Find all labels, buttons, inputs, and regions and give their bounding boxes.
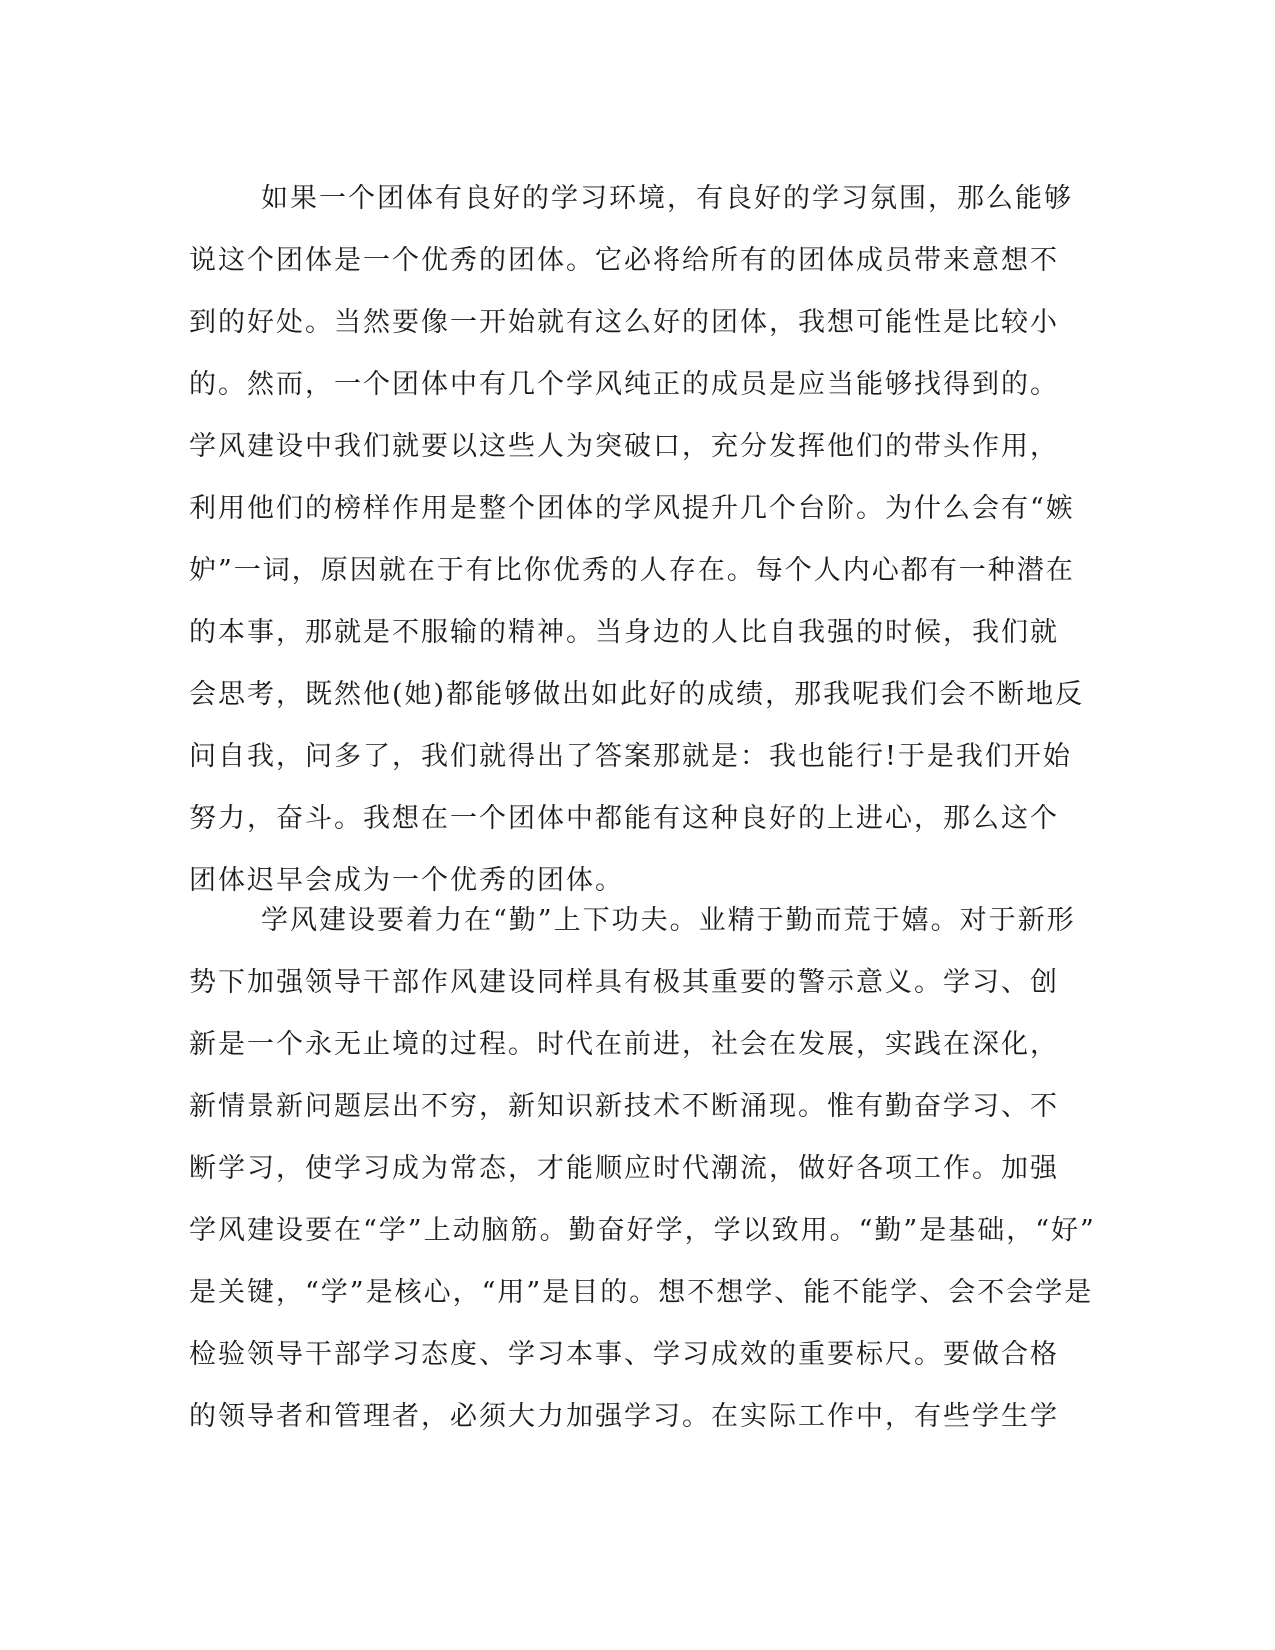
paragraph-line: 新是一个永无止境的过程。时代在前进，社会在发展，实践在深化，	[189, 1029, 1059, 1060]
paragraph-line: 的本事，那就是不服输的精神。当身边的人比自我强的时候，我们就	[189, 617, 1059, 648]
paragraph-line: 问自我，问多了，我们就得出了答案那就是：我也能行!于是我们开始	[189, 741, 1072, 772]
paragraph-line: 新情景新问题层出不穷，新知识新技术不断涌现。惟有勤奋学习、不	[189, 1091, 1059, 1122]
paragraph-line: 学风建设要在“学”上动脑筋。勤奋好学，学以致用。“勤”是基础，“好”	[189, 1215, 1096, 1246]
paragraph-line: 学风建设要着力在“勤”上下功夫。业精于勤而荒于嬉。对于新形	[261, 905, 1076, 936]
paragraph-line: 妒”一词，原因就在于有比你优秀的人存在。每个人内心都有一种潜在	[189, 555, 1075, 586]
paragraph-1	[189, 168, 1089, 912]
paragraph-line: 的领导者和管理者，必须大力加强学习。在实际工作中，有些学生学	[189, 1401, 1059, 1432]
paragraph-line: 断学习，使学习成为常态，才能顺应时代潮流，做好各项工作。加强	[189, 1153, 1059, 1184]
paragraph-line: 学风建设中我们就要以这些人为突破口，充分发挥他们的带头作用，	[189, 431, 1059, 462]
paragraph-line: 团体迟早会成为一个优秀的团体。	[189, 865, 624, 896]
paragraph-line: 到的好处。当然要像一开始就有这么好的团体，我想可能性是比较小	[189, 307, 1059, 338]
paragraph-line: 努力，奋斗。我想在一个团体中都能有这种良好的上进心，那么这个	[189, 803, 1059, 834]
paragraph-line: 是关键，“学”是核心，“用”是目的。想不想学、能不能学、会不会学是	[189, 1277, 1094, 1308]
paragraph-line: 会思考，既然他(她)都能够做出如此好的成绩，那我呢我们会不断地反	[189, 679, 1085, 710]
paragraph-line: 利用他们的榜样作用是整个团体的学风提升几个台阶。为什么会有“嫉	[189, 493, 1075, 524]
paragraph-line: 势下加强领导干部作风建设同样具有极其重要的警示意义。学习、创	[189, 967, 1059, 998]
paragraph-2	[189, 890, 1096, 1448]
paragraph-line: 的。然而，一个团体中有几个学风纯正的成员是应当能够找得到的。	[189, 369, 1059, 400]
paragraph-line: 如果一个团体有良好的学习环境，有良好的学习氛围，那么能够	[261, 183, 1073, 214]
paragraph-line: 检验领导干部学习态度、学习本事、学习成效的重要标尺。要做合格	[189, 1339, 1059, 1370]
paragraph-line: 说这个团体是一个优秀的团体。它必将给所有的团体成员带来意想不	[189, 245, 1059, 276]
